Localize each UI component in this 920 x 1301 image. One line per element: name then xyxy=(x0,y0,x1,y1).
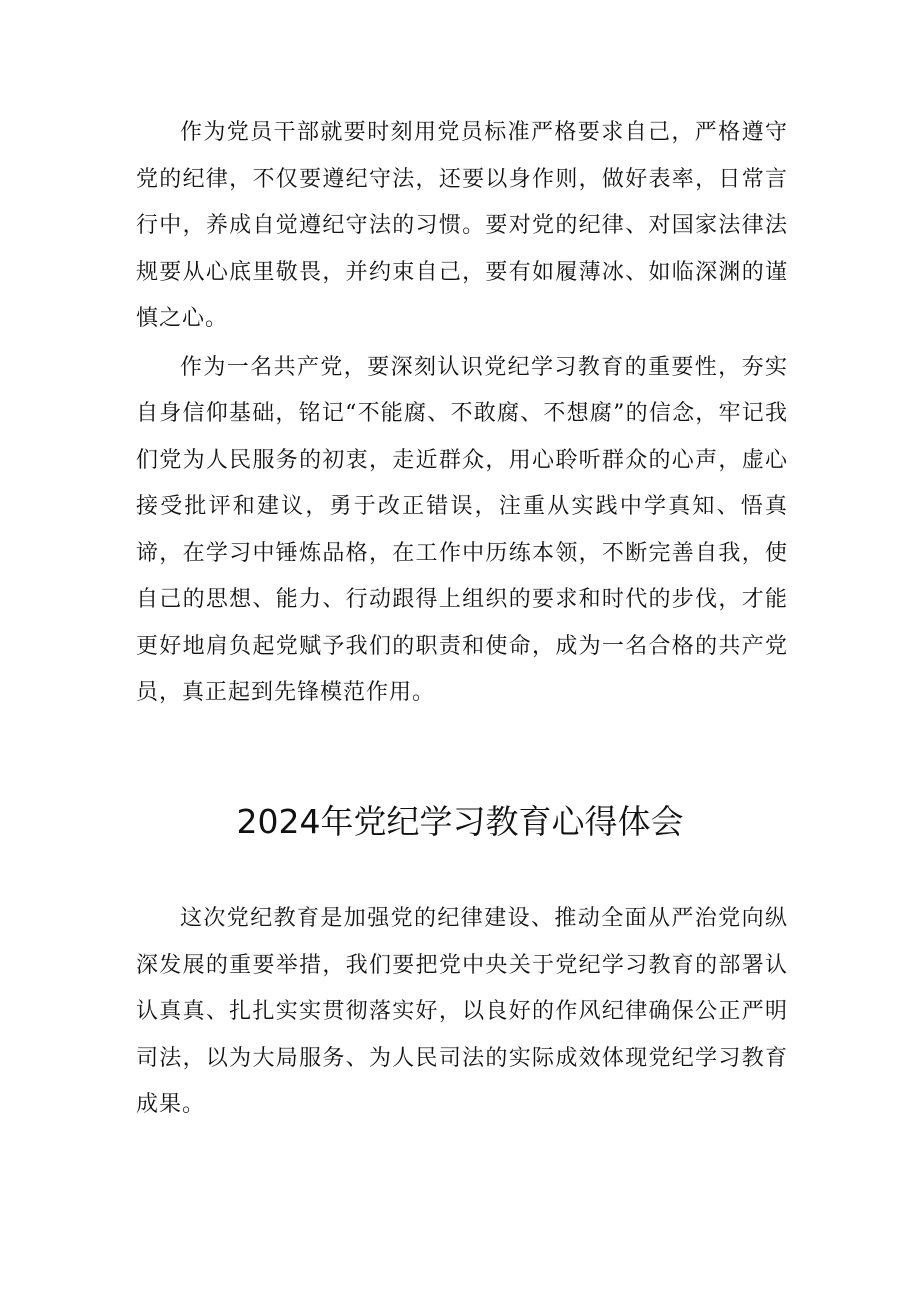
paragraph: 作为一名共产党，要深刻认识党纪学习教育的重要性，夯实自身信仰基础，铭记“不能腐、不敢腐、不想腐”的信念，牢记我们党为人民服务的初衷，走近群众，用心聆听群众的心声，虚心接受批评和建议，勇于改正错误，注重从实践中学真知、悟真谛，在学习中锤炼品格，在工作中历练本领，不断完善自我，使自己的思想、能力、行动跟得上组织的要求和时代的步伐，才能更好地肩负起党赋予我们的职责和使命，成为一名合格的共产党员，真正起到先锋模范作用。 xyxy=(136,354,788,705)
paragraph: 这次党纪教育是加强党的纪律建设、推动全面从严治党向纵深发展的重要举措，我们要把党中央关于党纪学习教育的部署认认真真、扎扎实实贯彻落实好，以良好的作风纪律确保公正严明司法，以为大局服务、为人民司法的实际成效体现党纪学习教育成果。 xyxy=(136,906,788,1117)
section-title: 2024年党纪学习教育心得体会 xyxy=(236,802,684,841)
section-2-body xyxy=(136,896,788,1129)
paragraph: 作为党员干部就要时刻用党员标准严格要求自己，严格遵守党的纪律，不仅要遵纪守法，还要以身作则，做好表率，日常言行中，养成自觉遵纪守法的习惯。要对党的纪律、对国家法律法规要从心底里敬畏，并约束自己，要有如履薄冰、如临深渊的谨慎之心。 xyxy=(136,120,788,331)
section-1-body xyxy=(136,110,788,717)
